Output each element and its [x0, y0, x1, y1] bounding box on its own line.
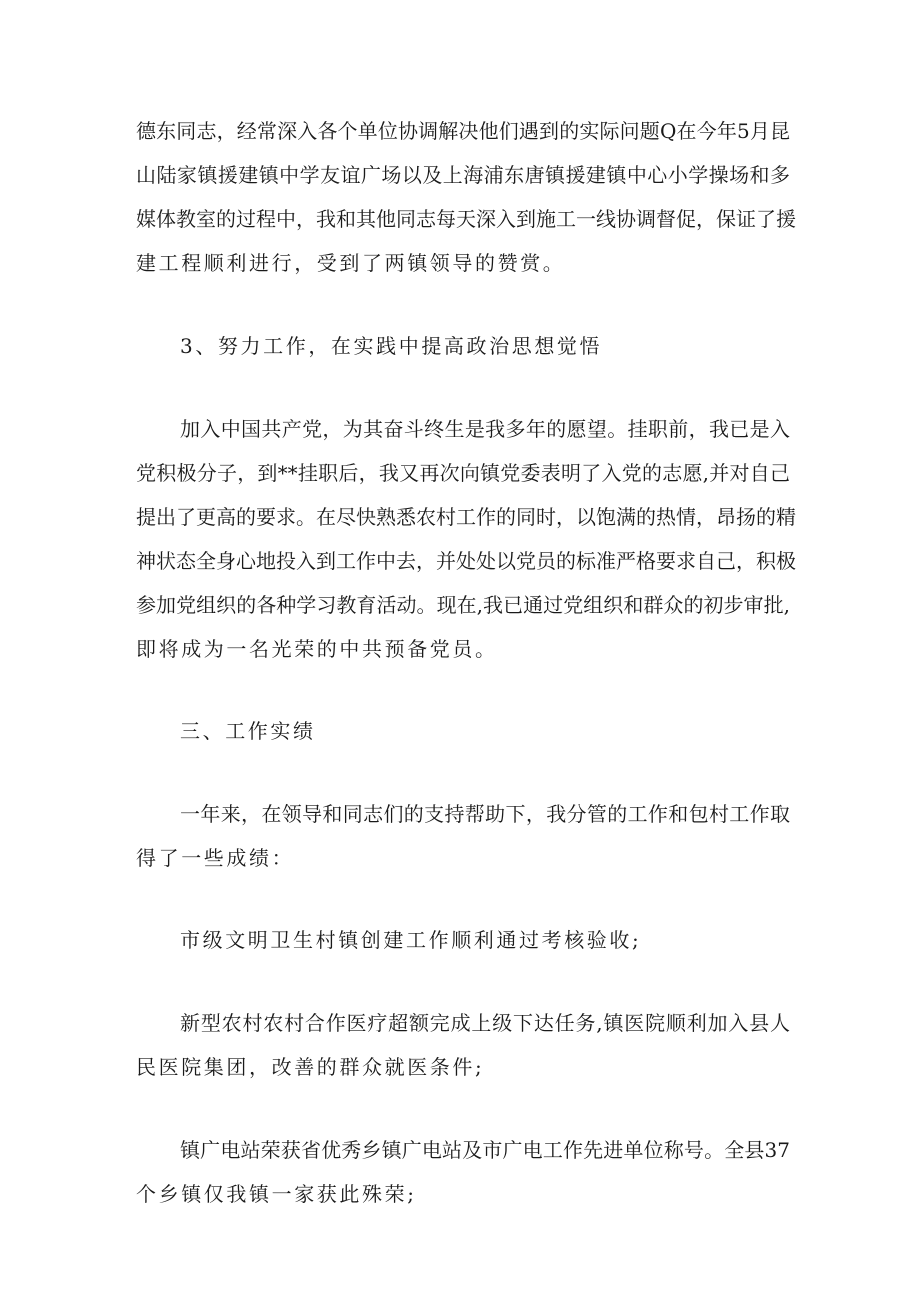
paragraph-line: 提出了更高的要求。在尽快熟悉农村工作的同时，以饱满的热情，昂扬的精	[136, 505, 796, 529]
paragraph-line: 参加党组织的各种学习教育活动。现在,我已通过党组织和群众的初步审批,	[136, 593, 790, 617]
section-subheading: 3、努力工作，在实践中提高政治思想觉悟	[180, 334, 603, 358]
achievement-item: 镇广电站荣获省优秀乡镇广电站及市广电工作先进单位称号。全县37	[180, 1138, 790, 1162]
paragraph-line: 神状态全身心地投入到工作中去，并处处以党员的标准严格要求自己，积极	[136, 549, 796, 573]
paragraph-line: 即将成为一名光荣的中共预备党员。	[136, 637, 498, 661]
paragraph-line: 德东同志，经常深入各个单位协调解决他们遇到的实际问题Q在今年5月昆	[136, 119, 790, 143]
paragraph-line: 民医院集团，改善的群众就医条件;	[136, 1055, 485, 1079]
achievement-item: 新型农村农村合作医疗超额完成上级下达任务,镇医院顺利加入县人	[180, 1011, 790, 1035]
section-heading: 三、工作实绩	[180, 719, 316, 743]
paragraph-line: 媒体教室的过程中，我和其他同志每天深入到施工一线协调督促，保证了援	[136, 207, 796, 231]
paragraph-line: 个乡镇仅我镇一家获此殊荣;	[136, 1182, 417, 1206]
paragraph-line: 山陆家镇援建镇中学友谊广场以及上海浦东唐镇援建镇中心小学操场和多	[136, 163, 790, 187]
paragraph-line: 一年来，在领导和同志们的支持帮助下，我分管的工作和包村工作取	[180, 802, 790, 826]
paragraph-line: 加入中国共产党，为其奋斗终生是我多年的愿望。挂职前，我已是入	[180, 417, 790, 441]
paragraph-line: 建工程顺利进行，受到了两镇领导的赞赏。	[136, 251, 566, 275]
paragraph-line: 得了一些成绩：	[136, 846, 295, 870]
achievement-item: 市级文明卫生村镇创建工作顺利通过考核验收;	[180, 928, 642, 952]
paragraph-line: 党积极分子，到**挂职后，我又再次向镇党委表明了入党的志愿,并对自己	[136, 461, 790, 485]
